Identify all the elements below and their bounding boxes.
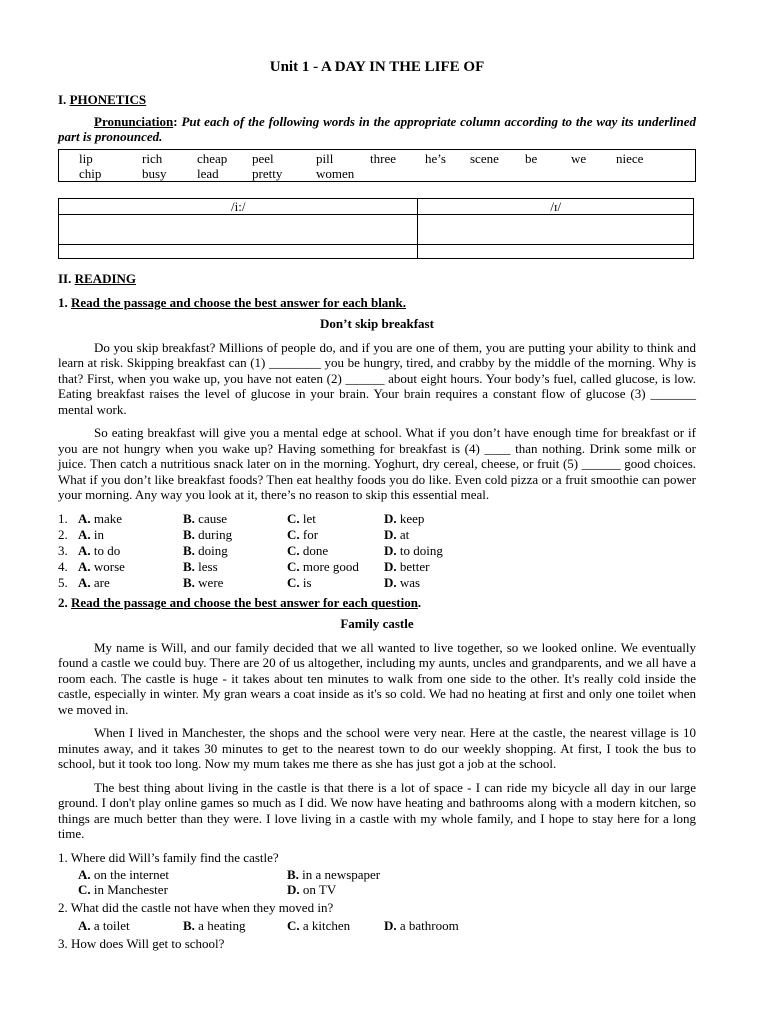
option-number: 3. — [58, 542, 68, 558]
word-box — [58, 149, 696, 182]
option-a[interactable]: A. a toilet — [78, 917, 130, 933]
option-d[interactable]: D. on TV — [287, 882, 337, 897]
word-item: lead — [197, 165, 219, 181]
phonetics-heading-num: I. — [58, 92, 67, 107]
word-item: he’s — [425, 150, 446, 166]
word-item: scene — [470, 150, 499, 166]
question-text: 3. How does Will get to school? — [58, 935, 225, 951]
option-number: 2. — [58, 526, 68, 542]
option-d[interactable]: D. a bathroom — [384, 917, 459, 933]
option-c[interactable]: C. a kitchen — [287, 917, 351, 933]
passage-title: Don’t skip breakfast — [320, 316, 434, 331]
passage-paragraph: So eating breakfast will give you a mental edge at school. What if you don’t have enough time for breakfast or if you are not hungry when you wake up? Having something for breakfast is (4) ____ than nothing. Drink some milk or juice. Then catch a nutritious snack later on in the morning. Yoghurt, dry cereal, cheese, or fruit (5) ______ good choices. What if you don’t like breakfast foods? Then eat healthy foods you do like. Even cold pizza or a fruit smoothie can power your morning. Any way you look at it, there’s no reason to skip this essential meal. — [58, 425, 696, 502]
option-b[interactable]: B. cause — [183, 510, 228, 526]
option-d[interactable]: D. better — [384, 558, 430, 574]
word-item: rich — [142, 150, 163, 166]
pronunciation-label: Pronunciation — [94, 113, 174, 129]
task-number: 2. — [58, 594, 68, 610]
option-c[interactable]: C. let — [287, 510, 316, 526]
word-item: niece — [616, 150, 644, 166]
passage-paragraph: My name is Will, and our family decided that we all wanted to live together, so we looked online. We eventually found a castle we could buy. There are 20 of us altogether, including my aunts, uncles and grandparents, and we all have a room each. The castle is huge - it takes about ten minutes to walk from one side to the other. It's really cold inside the castle, especially in winter. My gran wears a coat inside as it's so cold. We had no heating at first and only one toilet when we moved in. — [58, 639, 696, 717]
word-item: cheap — [197, 150, 228, 166]
passage-paragraph: The best thing about living in the castle is that there is a lot of space - I can ride my bicycle all day in our large ground. I don't play online games so much as I did. We now have heating and bathrooms along with a modern kitchen, so things are much better than they were. I love living in a castle with my whole family, and I hope to stay here for a long time. — [58, 779, 696, 841]
cloze-options — [58, 511, 696, 591]
task-period: . — [417, 594, 422, 610]
page-title: Unit 1 - A DAY IN THE LIFE OF — [269, 59, 485, 75]
option-a[interactable]: A. to do — [78, 542, 121, 558]
answer-cell[interactable] — [418, 245, 694, 259]
option-b[interactable]: B. during — [183, 526, 233, 542]
option-c[interactable]: C. more good — [287, 558, 359, 574]
task-text: Read the passage and choose the best answer for each blank. — [71, 294, 407, 310]
option-a[interactable]: A. make — [78, 510, 123, 526]
option-b[interactable]: B. doing — [183, 542, 228, 558]
question-text: 2. What did the castle not have when they moved in? — [58, 900, 334, 915]
option-d[interactable]: D. at — [384, 526, 410, 542]
option-a[interactable]: A. in — [78, 526, 105, 542]
passage-paragraph: When I lived in Manchester, the shops and the school were very near. Here at the castle, the nearest village is 10 minutes away, and it takes 30 minutes to get to the nearest town to do our weekly shopping. At first, I took the bus to school, but it took too long. Now my mum takes me there as she has just got a job at the school. — [58, 725, 696, 771]
worksheet-page — [58, 58, 696, 953]
answer-cell[interactable] — [418, 215, 694, 245]
word-item: women — [316, 165, 355, 181]
option-d[interactable]: D. was — [384, 574, 421, 590]
task-number: 1. — [58, 294, 68, 310]
word-item: be — [525, 150, 538, 166]
option-c[interactable]: C. for — [287, 526, 319, 542]
word-item: lip — [79, 150, 93, 166]
phonetics-heading — [58, 92, 696, 108]
option-c[interactable]: C. done — [287, 542, 329, 558]
pronunciation-instruction: Pronunciation: Put each of the following words in the appropriate column according to the way its underlined part is pronounced. — [58, 113, 696, 144]
pronunciation-text: Put each of the following words in the appropriate column according to the way its underlined part is pronounced. — [58, 113, 696, 144]
phonetics-heading-text: PHONETICS — [69, 92, 147, 107]
question-options — [58, 867, 696, 898]
word-item: busy — [142, 165, 167, 181]
option-d[interactable]: D. to doing — [384, 542, 443, 558]
word-item: pill — [316, 150, 334, 166]
reading-heading-num: II. — [58, 271, 72, 286]
word-item: chip — [79, 165, 102, 181]
option-c[interactable]: C. is — [287, 574, 312, 590]
option-number: 1. — [58, 510, 68, 526]
option-a[interactable]: A. worse — [78, 558, 125, 574]
reading-task-2 — [58, 595, 696, 611]
answer-cell[interactable] — [59, 245, 418, 259]
option-d[interactable]: D. keep — [384, 510, 425, 526]
word-item: pretty — [252, 165, 283, 181]
option-c[interactable]: C. in Manchester — [78, 882, 168, 897]
option-number: 5. — [58, 574, 68, 590]
task-text: Read the passage and choose the best answer for each question — [71, 594, 418, 610]
option-a[interactable]: A. on the internet — [78, 867, 169, 882]
column-header-short-i: /ɪ/ — [418, 198, 694, 215]
answer-cell[interactable] — [59, 215, 418, 245]
option-b[interactable]: B. a heating — [183, 917, 246, 933]
question-text: 1. Where did Will’s family find the castle? — [58, 849, 279, 865]
word-item: three — [370, 150, 396, 166]
reading-heading-text: READING — [74, 271, 137, 286]
phonetics-columns-table — [58, 198, 694, 260]
reading-task-1 — [58, 295, 696, 311]
reading-heading — [58, 271, 696, 287]
option-b[interactable]: B. in a newspaper — [287, 867, 381, 882]
passage-paragraph: Do you skip breakfast? Millions of people do, and if you are one of them, you are putting your ability to think and learn at risk. Skipping breakfast can (1) ________ you be hungry, tired, and crabby by the middle of the morning. Why is that? First, when you wake up, you have not eaten (2) ______ about eight hours. Your body’s fuel, called glucose, is low. Eating breakfast raises the level of glucose in your brain. Your brain requires a constant flow of glucose (3) _______ mental work. — [58, 339, 696, 417]
option-b[interactable]: B. less — [183, 558, 218, 574]
question-options — [58, 918, 696, 934]
word-item: we — [571, 150, 587, 166]
passage-title: Family castle — [340, 616, 414, 631]
option-a[interactable]: A. are — [78, 574, 110, 590]
option-b[interactable]: B. were — [183, 574, 224, 590]
column-header-long-i: /i:/ — [59, 198, 418, 215]
word-item: peel — [252, 150, 274, 166]
option-number: 4. — [58, 558, 68, 574]
